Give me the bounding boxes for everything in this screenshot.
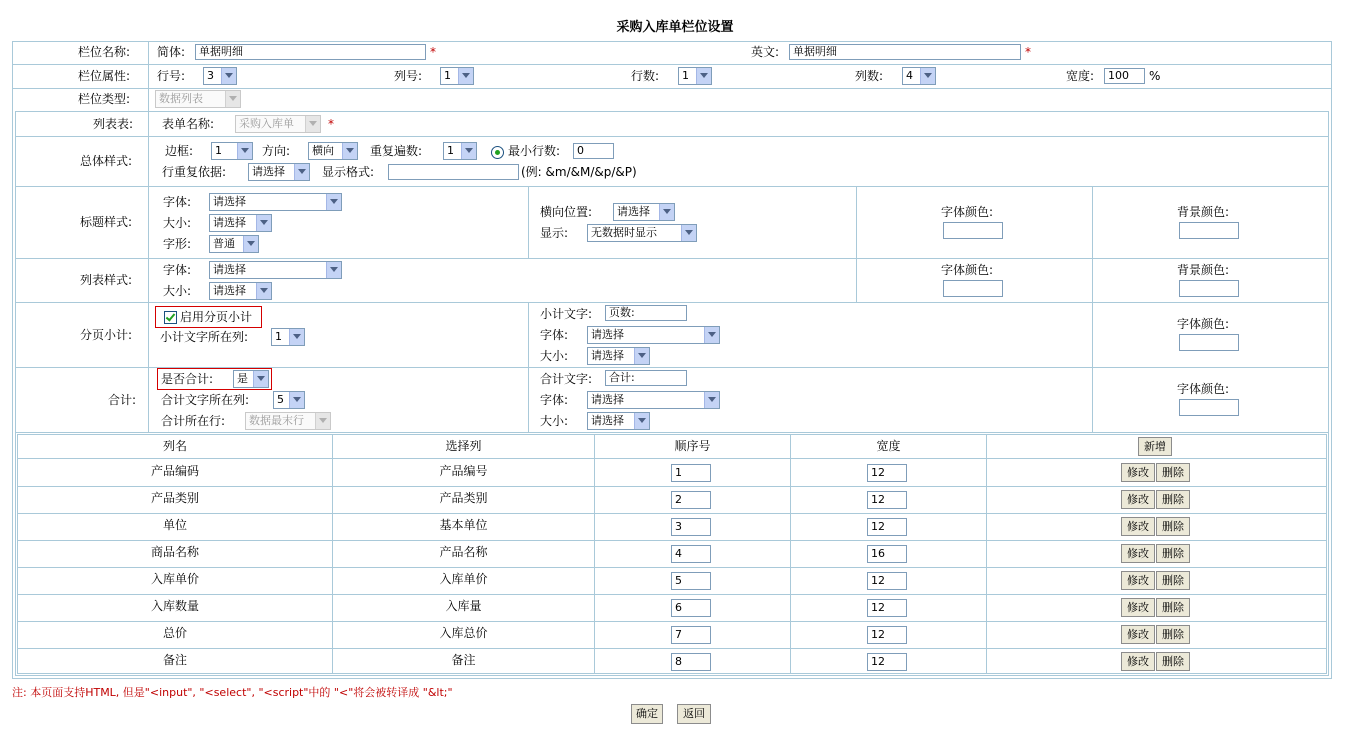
row-name-cell: 总价 (162, 626, 187, 640)
row-width-input[interactable]: 12 (867, 518, 907, 536)
width-input[interactable]: 100 (1104, 68, 1145, 84)
required-mark: * (328, 117, 334, 131)
field-type-label: 栏位类型: (78, 92, 131, 106)
row-order-input[interactable]: 2 (671, 491, 711, 509)
total-font-color-input[interactable] (1179, 399, 1239, 416)
edit-button[interactable]: 修改 (1121, 544, 1155, 563)
row-width-input[interactable]: 12 (867, 599, 907, 617)
chevron-down-icon (305, 116, 320, 132)
list-table-label: 列表表: (93, 117, 134, 131)
list-size-select[interactable]: 请选择 (209, 282, 272, 300)
line-no-select[interactable]: 3 (203, 67, 237, 85)
html-note: 注: 本页面支持HTML, 但是"<input", "<select", "<script"中的 "<"将会被转译成 "&lt;" (12, 686, 453, 699)
total-text-label: 合计文字: (540, 372, 593, 386)
chevron-down-icon (659, 204, 674, 220)
title-show-label: 显示: (540, 226, 569, 240)
cols-select[interactable]: 4 (902, 67, 936, 85)
row-order-input[interactable]: 7 (671, 626, 711, 644)
chevron-down-icon (704, 392, 719, 408)
row-width-input[interactable]: 12 (867, 626, 907, 644)
chevron-down-icon (634, 413, 649, 429)
chevron-down-icon (221, 68, 236, 84)
list-bg-color-label: 背景颜色: (1177, 263, 1230, 277)
row-select-cell: 备注 (451, 653, 476, 667)
total-label: 合计: (108, 393, 137, 407)
chevron-down-icon (920, 68, 935, 84)
required-mark: * (1025, 45, 1031, 59)
row-name-cell: 单位 (162, 518, 187, 532)
subtotal-font-select[interactable]: 请选择 (587, 326, 720, 344)
page-title: 采购入库单栏位设置 (616, 20, 734, 35)
form-name-select[interactable]: 采购入库单 (235, 115, 321, 133)
row-width-input[interactable]: 12 (867, 491, 907, 509)
chevron-down-icon (634, 348, 649, 364)
row-name-cell: 产品类别 (150, 491, 199, 505)
edit-button[interactable]: 修改 (1121, 571, 1155, 590)
enable-subtotal-label: 启用分页小计 (180, 310, 253, 324)
row-repeat-select[interactable]: 请选择 (248, 163, 310, 181)
row-name-cell: 入库数量 (150, 599, 199, 613)
border-select[interactable]: 1 (211, 142, 253, 160)
title-shape-label: 字形: (163, 237, 192, 251)
row-divider (17, 648, 1327, 649)
row-select-cell: 入库量 (445, 599, 482, 613)
list-font-color-label: 字体颜色: (941, 263, 994, 277)
row-select-cell: 入库总价 (439, 626, 488, 640)
edit-button[interactable]: 修改 (1121, 625, 1155, 644)
min-rows-input[interactable]: 0 (573, 143, 614, 159)
subtotal-text-label: 小计文字: (540, 307, 593, 321)
cols-label: 列数: (855, 69, 884, 83)
total-font-color-label: 字体颜色: (1177, 382, 1230, 396)
line-no-label: 行号: (157, 69, 186, 83)
subtotal-text-input[interactable]: 页数: (605, 305, 687, 321)
total-size-label: 大小: (540, 414, 569, 428)
row-divider (17, 513, 1327, 514)
display-format-input[interactable] (388, 164, 519, 180)
delete-button[interactable]: 删除 (1156, 463, 1190, 482)
title-style-label: 标题样式: (80, 215, 133, 229)
title-show-select[interactable]: 无数据时显示 (587, 224, 697, 242)
row-divider (17, 567, 1327, 568)
chevron-down-icon (681, 225, 696, 241)
col-header-name: 列名 (162, 439, 187, 453)
ok-button[interactable]: 确定 (631, 704, 663, 724)
row-select-cell: 基本单位 (439, 518, 488, 532)
chevron-down-icon (253, 371, 268, 387)
row-width-input[interactable]: 12 (867, 653, 907, 671)
general-style-label: 总体样式: (80, 154, 133, 168)
row-order-input[interactable]: 3 (671, 518, 711, 536)
row-name-cell: 商品名称 (150, 545, 199, 559)
rows-label: 行数: (631, 69, 660, 83)
row-select-cell: 产品类别 (439, 491, 488, 505)
list-font-label: 字体: (163, 263, 192, 277)
row-divider (17, 486, 1327, 487)
title-hpos-select[interactable]: 请选择 (613, 203, 675, 221)
edit-button[interactable]: 修改 (1121, 463, 1155, 482)
list-font-select[interactable]: 请选择 (209, 261, 342, 279)
min-rows-radio[interactable] (491, 146, 504, 159)
col-no-label: 列号: (394, 69, 423, 83)
row-order-input[interactable]: 8 (671, 653, 711, 671)
chevron-down-icon (342, 143, 357, 159)
total-col-label: 合计文字所在列: (161, 393, 250, 407)
field-attr-label: 栏位属性: (78, 69, 131, 83)
row-width-input[interactable]: 16 (867, 545, 907, 563)
border-label: 边框: (165, 144, 194, 158)
list-font-color-input[interactable] (943, 280, 1003, 297)
list-style-label: 列表样式: (80, 273, 133, 287)
subtotal-font-label: 字体: (540, 328, 569, 342)
total-text-input[interactable]: 合计: (605, 370, 687, 386)
title-font-select[interactable]: 请选择 (209, 193, 342, 211)
percent-sign: % (1149, 69, 1161, 83)
delete-button[interactable]: 删除 (1156, 490, 1190, 509)
repeat-select[interactable]: 1 (443, 142, 477, 160)
chevron-down-icon (326, 262, 341, 278)
edit-button[interactable]: 修改 (1121, 490, 1155, 509)
chevron-down-icon (294, 164, 309, 180)
subtotal-col-label: 小计文字所在列: (160, 330, 249, 344)
field-type-select[interactable]: 数据列表 (155, 90, 241, 108)
row-repeat-label: 行重复依据: (162, 165, 227, 179)
total-col-select[interactable]: 5 (273, 391, 305, 409)
english-name-input[interactable]: 单据明细 (789, 44, 1021, 60)
total-row-label: 合计所在行: (161, 414, 226, 428)
col-no-select[interactable]: 1 (440, 67, 474, 85)
row-select-cell: 产品编号 (439, 464, 488, 478)
edit-button[interactable]: 修改 (1121, 652, 1155, 671)
enable-subtotal-checkbox[interactable] (164, 311, 177, 324)
row-order-input[interactable]: 4 (671, 545, 711, 563)
delete-button[interactable]: 删除 (1156, 544, 1190, 563)
subtotal-font-color-input[interactable] (1179, 334, 1239, 351)
delete-button[interactable]: 删除 (1156, 598, 1190, 617)
row-name-cell: 产品编码 (150, 464, 199, 478)
subtotal-size-label: 大小: (540, 349, 569, 363)
display-format-hint: (例: &m/&M/&p/&P) (521, 165, 637, 179)
subtotal-size-select[interactable]: 请选择 (587, 347, 650, 365)
simple-name-input[interactable]: 单据明细 (195, 44, 426, 60)
direction-select[interactable]: 横向 (308, 142, 358, 160)
total-size-select[interactable]: 请选择 (587, 412, 650, 430)
row-order-input[interactable]: 1 (671, 464, 711, 482)
display-format-label: 显示格式: (322, 165, 375, 179)
row-select-cell: 产品名称 (439, 545, 488, 559)
col-header-width: 宽度 (876, 439, 901, 453)
required-mark: * (430, 45, 436, 59)
is-total-label: 是否合计: (161, 372, 214, 386)
edit-button[interactable]: 修改 (1121, 598, 1155, 617)
col-header-select: 选择列 (445, 439, 482, 453)
chevron-down-icon (225, 91, 240, 107)
row-width-input[interactable]: 12 (867, 572, 907, 590)
title-bg-color-input[interactable] (1179, 222, 1239, 239)
rows-select[interactable]: 1 (678, 67, 712, 85)
title-font-color-label: 字体颜色: (941, 205, 994, 219)
delete-button[interactable]: 删除 (1156, 571, 1190, 590)
direction-label: 方向: (262, 144, 291, 158)
chevron-down-icon (289, 329, 304, 345)
title-hpos-label: 横向位置: (540, 205, 593, 219)
width-label: 宽度: (1066, 69, 1095, 83)
chevron-down-icon (458, 68, 473, 84)
chevron-down-icon (326, 194, 341, 210)
field-name-label: 栏位名称: (78, 45, 131, 59)
row-select-cell: 入库单价 (439, 572, 488, 586)
title-shape-select[interactable]: 普通 (209, 235, 259, 253)
chevron-down-icon (315, 413, 330, 429)
row-name-cell: 入库单价 (150, 572, 199, 586)
chevron-down-icon (696, 68, 711, 84)
back-button[interactable]: 返回 (677, 704, 711, 724)
title-font-label: 字体: (163, 195, 192, 209)
title-size-label: 大小: (163, 216, 192, 230)
title-size-select[interactable]: 请选择 (209, 214, 272, 232)
delete-button[interactable]: 删除 (1156, 517, 1190, 536)
chevron-down-icon (289, 392, 304, 408)
total-font-select[interactable]: 请选择 (587, 391, 720, 409)
delete-button[interactable]: 删除 (1156, 652, 1190, 671)
row-width-input[interactable]: 12 (867, 464, 907, 482)
chevron-down-icon (704, 327, 719, 343)
chevron-down-icon (256, 215, 271, 231)
is-total-select[interactable]: 是 (233, 370, 269, 388)
row-order-input[interactable]: 5 (671, 572, 711, 590)
col-header-order: 顺序号 (674, 439, 711, 453)
edit-button[interactable]: 修改 (1121, 517, 1155, 536)
page-subtotal-label: 分页小计: (80, 328, 133, 342)
min-rows-label: 最小行数: (508, 144, 561, 158)
subtotal-col-select[interactable]: 1 (271, 328, 305, 346)
chevron-down-icon (461, 143, 476, 159)
delete-button[interactable]: 删除 (1156, 625, 1190, 644)
form-name-label: 表单名称: (162, 117, 215, 131)
chevron-down-icon (256, 283, 271, 299)
row-divider (17, 540, 1327, 541)
total-font-label: 字体: (540, 393, 569, 407)
row-name-cell: 备注 (162, 653, 187, 667)
list-size-label: 大小: (163, 284, 192, 298)
title-bg-color-label: 背景颜色: (1177, 205, 1230, 219)
simple-name-label: 简体: (157, 45, 186, 59)
title-font-color-input[interactable] (943, 222, 1003, 239)
repeat-label: 重复遍数: (370, 144, 423, 158)
list-bg-color-input[interactable] (1179, 280, 1239, 297)
row-order-input[interactable]: 6 (671, 599, 711, 617)
chevron-down-icon (237, 143, 252, 159)
add-button[interactable]: 新增 (1138, 437, 1172, 456)
chevron-down-icon (243, 236, 258, 252)
subtotal-font-color-label: 字体颜色: (1177, 317, 1230, 331)
row-divider (17, 594, 1327, 595)
english-name-label: 英文: (751, 45, 780, 59)
row-divider (17, 621, 1327, 622)
total-row-select[interactable]: 数据最末行 (245, 412, 331, 430)
